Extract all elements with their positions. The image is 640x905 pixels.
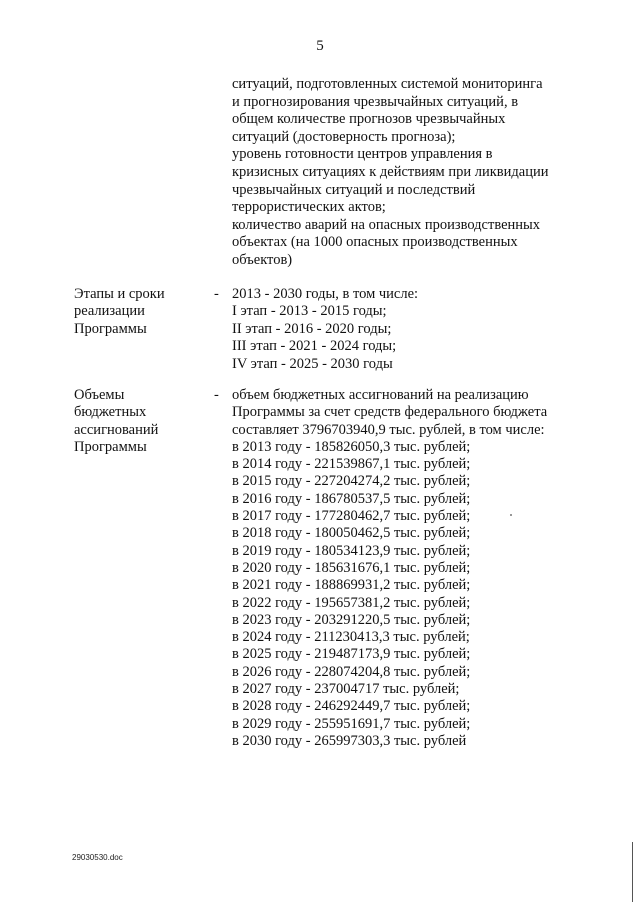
funding-year-line: в 2014 году - 221539867,1 тыс. рублей; xyxy=(232,456,471,473)
indicator-line: объектов) xyxy=(232,251,293,268)
funding-total-line: составляет 3796703940,9 тыс. рублей, в том числе: xyxy=(232,421,545,438)
stages-content xyxy=(232,286,612,373)
funding-year-line: в 2025 году - 219487173,9 тыс. рублей; xyxy=(232,646,471,663)
funding-year-line: в 2017 году - 177280462,7 тыс. рублей; xyxy=(232,508,471,525)
stages-label xyxy=(74,286,204,338)
funding-year-line: в 2020 году - 185631676,1 тыс. рублей; xyxy=(232,559,471,576)
funding-year-line: в 2019 году - 180534123,9 тыс. рублей; xyxy=(232,542,471,559)
indicator-line: ситуаций, подготовленных системой мониторинга xyxy=(232,76,543,92)
scan-speck xyxy=(510,514,512,516)
funding-year-line: в 2029 году - 255951691,7 тыс. рублей; xyxy=(232,715,471,732)
indicator-line: кризисных ситуациях к действиям при ликвидации xyxy=(232,163,549,180)
funding-year-line: в 2018 году - 180050462,5 тыс. рублей; xyxy=(232,525,471,542)
funding-year-line: в 2021 году - 188869931,2 тыс. рублей; xyxy=(232,577,471,594)
stage-line: 2013 - 2030 годы, в том числе: xyxy=(232,286,419,302)
indicator-line: террористических актов; xyxy=(232,199,386,216)
indicator-line: уровень готовности центров управления в xyxy=(232,146,493,163)
funding-year-line: в 2015 году - 227204274,2 тыс. рублей; xyxy=(232,473,471,490)
funding-year-line: в 2027 году - 237004717 тыс. рублей; xyxy=(232,681,460,698)
indicator-line: и прогнозирования чрезвычайных ситуаций, в xyxy=(232,93,519,110)
funding-year-line: в 2013 году - 185826050,3 тыс. рублей; xyxy=(232,438,471,455)
stages-label-line: реализации xyxy=(74,303,145,320)
funding-label-line: бюджетных xyxy=(74,404,147,421)
funding-year-line: в 2030 году - 265997303,3 тыс. рублей xyxy=(232,732,467,749)
stages-label-line: Этапы и сроки xyxy=(74,286,165,302)
stages-dash: - xyxy=(214,286,219,302)
stages-label-line: Программы xyxy=(74,320,147,337)
funding-total-line: Программы за счет средств федерального бюджета xyxy=(232,404,548,421)
funding-label xyxy=(74,387,204,457)
indicator-line: объектах (на 1000 опасных производственных xyxy=(232,234,518,251)
funding-label-line: Объемы xyxy=(74,387,125,403)
funding-year-line: в 2026 году - 228074204,8 тыс. рублей; xyxy=(232,663,471,680)
stage-line: II этап - 2016 - 2020 годы; xyxy=(232,320,392,337)
scan-edge-line xyxy=(632,842,633,902)
stage-line: I этап - 2013 - 2015 годы; xyxy=(232,303,387,320)
stage-line: IV этап - 2025 - 2030 годы xyxy=(232,355,393,372)
funding-year-line: в 2016 году - 186780537,5 тыс. рублей; xyxy=(232,490,471,507)
funding-year-line: в 2023 году - 203291220,5 тыс. рублей; xyxy=(232,611,471,628)
document-code: 29030530.doc xyxy=(72,853,123,862)
funding-year-line: в 2022 году - 195657381,2 тыс. рублей; xyxy=(232,594,471,611)
indicator-line: ситуаций (достоверность прогноза); xyxy=(232,128,456,145)
funding-year-line: в 2028 году - 246292449,7 тыс. рублей; xyxy=(232,698,471,715)
indicator-line: чрезвычайных ситуаций и последствий xyxy=(232,181,476,198)
indicator-line: общем количестве прогнозов чрезвычайных xyxy=(232,111,506,128)
funding-year-line: в 2024 году - 211230413,3 тыс. рублей; xyxy=(232,629,470,646)
indicator-line: количество аварий на опасных производственных xyxy=(232,216,541,233)
funding-total-line: объем бюджетных ассигнований на реализацию xyxy=(232,387,529,403)
stage-line: III этап - 2021 - 2024 годы; xyxy=(232,338,397,355)
funding-label-line: ассигнований xyxy=(74,421,159,438)
funding-label-line: Программы xyxy=(74,439,147,456)
funding-content xyxy=(232,387,612,750)
page-number: 5 xyxy=(316,38,324,54)
indicators-continuation xyxy=(232,76,612,270)
funding-dash: - xyxy=(214,387,219,403)
